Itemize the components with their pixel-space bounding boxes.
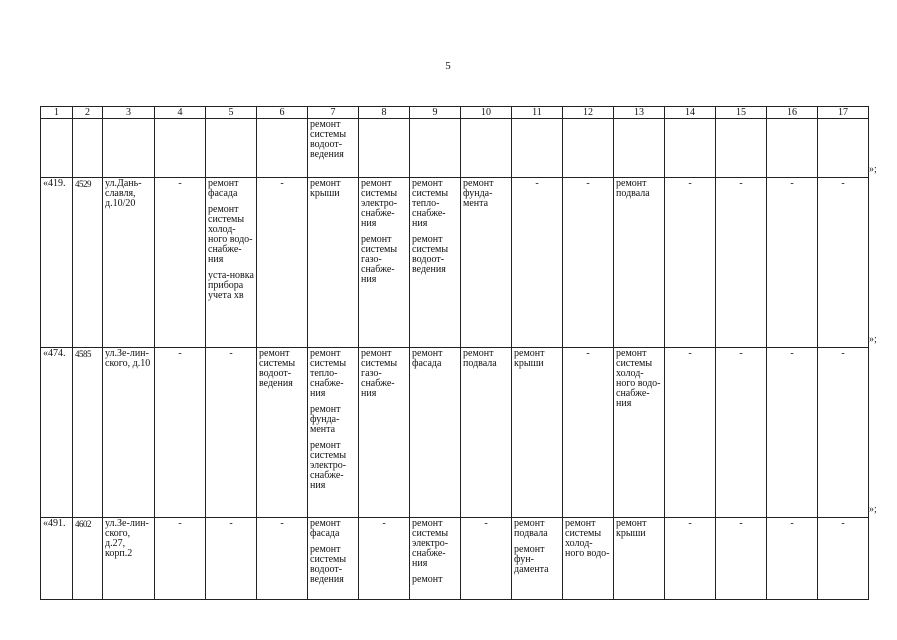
table-cell [73, 178, 103, 348]
table-cell [410, 518, 461, 600]
empty-dash: - [535, 178, 539, 189]
empty-dash: - [739, 178, 743, 189]
column-header: 10 [461, 107, 512, 119]
column-header: 7 [308, 107, 359, 119]
cell-text: ремонт подвала [616, 178, 650, 199]
empty-dash: - [688, 178, 692, 189]
cell-text: ремонт подвала [463, 348, 497, 369]
empty-dash: - [841, 178, 845, 189]
table-cell [308, 518, 359, 600]
cell-text: 4602 [75, 519, 91, 529]
table-cell [461, 348, 512, 518]
table-cell [155, 348, 206, 518]
column-header: 3 [103, 107, 155, 119]
table-cell [512, 119, 563, 178]
table-cell [257, 348, 308, 518]
table-cell [563, 518, 614, 600]
cell-text: «491. [43, 519, 66, 529]
column-header: 4 [155, 107, 206, 119]
table-cell [41, 518, 73, 600]
table-row [41, 119, 869, 178]
empty-dash: - [790, 178, 794, 189]
cell-text: ремонт крыши [310, 178, 341, 199]
cell-text: ремонт системы водоот-ведения [310, 119, 347, 160]
table-cell [818, 119, 869, 178]
row-end-mark: »; [869, 333, 877, 345]
empty-dash: - [688, 348, 692, 359]
column-header: 1 [41, 107, 73, 119]
column-header: 13 [614, 107, 665, 119]
column-header: 5 [206, 107, 257, 119]
table-cell [41, 348, 73, 518]
table-cell [665, 119, 716, 178]
table-cell [563, 119, 614, 178]
table-cell [614, 518, 665, 600]
table-cell [103, 518, 155, 600]
cell-text: 4585 [75, 349, 91, 359]
table-cell [308, 348, 359, 518]
cell-text: ремонт крыши [616, 519, 647, 539]
empty-dash: - [841, 348, 845, 359]
empty-dash: - [739, 348, 743, 359]
cell-text: ремонт подвала [514, 519, 548, 539]
column-header: 14 [665, 107, 716, 119]
table-cell [767, 348, 818, 518]
table-cell [257, 178, 308, 348]
cell-text: ремонт фасада [310, 519, 341, 539]
empty-dash: - [178, 519, 182, 529]
table-cell [818, 348, 869, 518]
cell-text: ремонт системы электро-снабже-ния [412, 519, 449, 569]
cell-text: ремонт крыши [514, 348, 545, 369]
table-cell [767, 119, 818, 178]
empty-dash: - [280, 178, 284, 189]
table-cell [716, 119, 767, 178]
empty-dash: - [178, 348, 182, 359]
table-row [41, 348, 869, 518]
table-cell [716, 348, 767, 518]
table-cell [206, 348, 257, 518]
column-header: 2 [73, 107, 103, 119]
table-row [41, 518, 869, 600]
column-header: 15 [716, 107, 767, 119]
table-cell [410, 178, 461, 348]
column-header: 12 [563, 107, 614, 119]
table-cell [103, 348, 155, 518]
empty-dash: - [382, 519, 386, 529]
cell-text: 4529 [75, 179, 91, 189]
empty-dash: - [484, 519, 488, 529]
table-cell [563, 178, 614, 348]
cell-text: ремонт системы электро-снабже-ния [310, 440, 347, 491]
empty-dash: - [688, 519, 692, 529]
cell-text: ремонт фунда-мента [463, 178, 494, 209]
cell-text: ремонт системы холод-ного водо-снабже-ния [616, 348, 661, 409]
table-cell [73, 119, 103, 178]
empty-dash: - [229, 519, 233, 529]
empty-dash: - [586, 348, 590, 359]
table-cell [155, 178, 206, 348]
table-cell [359, 119, 410, 178]
table-cell [614, 119, 665, 178]
table-row [41, 178, 869, 348]
column-header: 9 [410, 107, 461, 119]
table-cell [818, 178, 869, 348]
table-cell [155, 518, 206, 600]
table-cell [461, 178, 512, 348]
table-cell [665, 518, 716, 600]
column-header: 8 [359, 107, 410, 119]
cell-text: ремонт системы холод-ного водо- [565, 519, 610, 559]
table-cell [41, 119, 73, 178]
table-cell [614, 348, 665, 518]
table-cell [410, 119, 461, 178]
empty-dash: - [790, 348, 794, 359]
table-cell [73, 518, 103, 600]
column-header: 11 [512, 107, 563, 119]
cell-text: уста-новка прибора учета хв [208, 270, 254, 301]
table-cell [410, 348, 461, 518]
empty-dash: - [229, 348, 233, 359]
cell-text: ремонт системы тепло-снабже-ния [412, 178, 449, 229]
cell-text: ул.Зе-лин-ского, д.27, корп.2 [105, 519, 149, 559]
cell-text: ремонт системы водоот-ведения [259, 348, 296, 389]
column-header: 16 [767, 107, 818, 119]
table-cell [767, 518, 818, 600]
table-cell [359, 348, 410, 518]
row-end-mark: »; [869, 163, 877, 175]
empty-dash: - [841, 519, 845, 529]
column-header: 6 [257, 107, 308, 119]
table-cell [818, 518, 869, 600]
cell-text: ремонт фунда-мента [310, 404, 341, 435]
page-number: 5 [445, 60, 451, 72]
empty-dash: - [280, 519, 284, 529]
cell-text: ремонт фасада [208, 178, 239, 199]
table-cell [257, 518, 308, 600]
cell-text: ул.Зе-лин-ского, д.10 [105, 348, 151, 369]
table-cell [308, 119, 359, 178]
table-cell [206, 518, 257, 600]
table-cell [716, 178, 767, 348]
table-cell [206, 178, 257, 348]
table-cell [461, 518, 512, 600]
table-cell [308, 178, 359, 348]
table-header-row [41, 107, 869, 119]
cell-text: ремонт системы водоот-ведения [310, 544, 347, 585]
table-cell [41, 178, 73, 348]
table-cell [665, 178, 716, 348]
empty-dash: - [178, 178, 182, 189]
empty-dash: - [586, 178, 590, 189]
table-cell [257, 119, 308, 178]
cell-text: ремонт системы газо-снабже-ния [361, 348, 398, 399]
row-end-mark: »; [869, 503, 877, 515]
table-cell [461, 119, 512, 178]
cell-text: ремонт [412, 574, 443, 585]
table-cell [359, 518, 410, 600]
cell-text: ремонт фун-дамента [514, 544, 549, 575]
table-cell [359, 178, 410, 348]
table-cell [665, 348, 716, 518]
cell-text: ремонт системы холод-ного водо-снабже-ния [208, 204, 253, 265]
cell-text: ремонт системы тепло-снабже-ния [310, 348, 347, 399]
table-cell [206, 119, 257, 178]
empty-dash: - [739, 519, 743, 529]
empty-dash: - [790, 519, 794, 529]
cell-text: ремонт системы водоот-ведения [412, 234, 449, 275]
cell-text: «474. [43, 348, 66, 359]
cell-text: ремонт системы электро-снабже-ния [361, 178, 398, 229]
cell-text: ремонт системы газо-снабже-ния [361, 234, 398, 285]
table-cell [563, 348, 614, 518]
table-cell [103, 178, 155, 348]
table-cell [512, 518, 563, 600]
table-cell [716, 518, 767, 600]
table-cell [614, 178, 665, 348]
table-cell [73, 348, 103, 518]
table-cell [155, 119, 206, 178]
table-cell [512, 348, 563, 518]
table-cell [103, 119, 155, 178]
table-cell [767, 178, 818, 348]
cell-text: ул.Дань-славля, д.10/20 [105, 178, 142, 209]
repair-schedule-table [40, 106, 869, 600]
cell-text: ремонт фасада [412, 348, 443, 369]
cell-text: «419. [43, 178, 66, 189]
column-header: 17 [818, 107, 869, 119]
table-cell [512, 178, 563, 348]
